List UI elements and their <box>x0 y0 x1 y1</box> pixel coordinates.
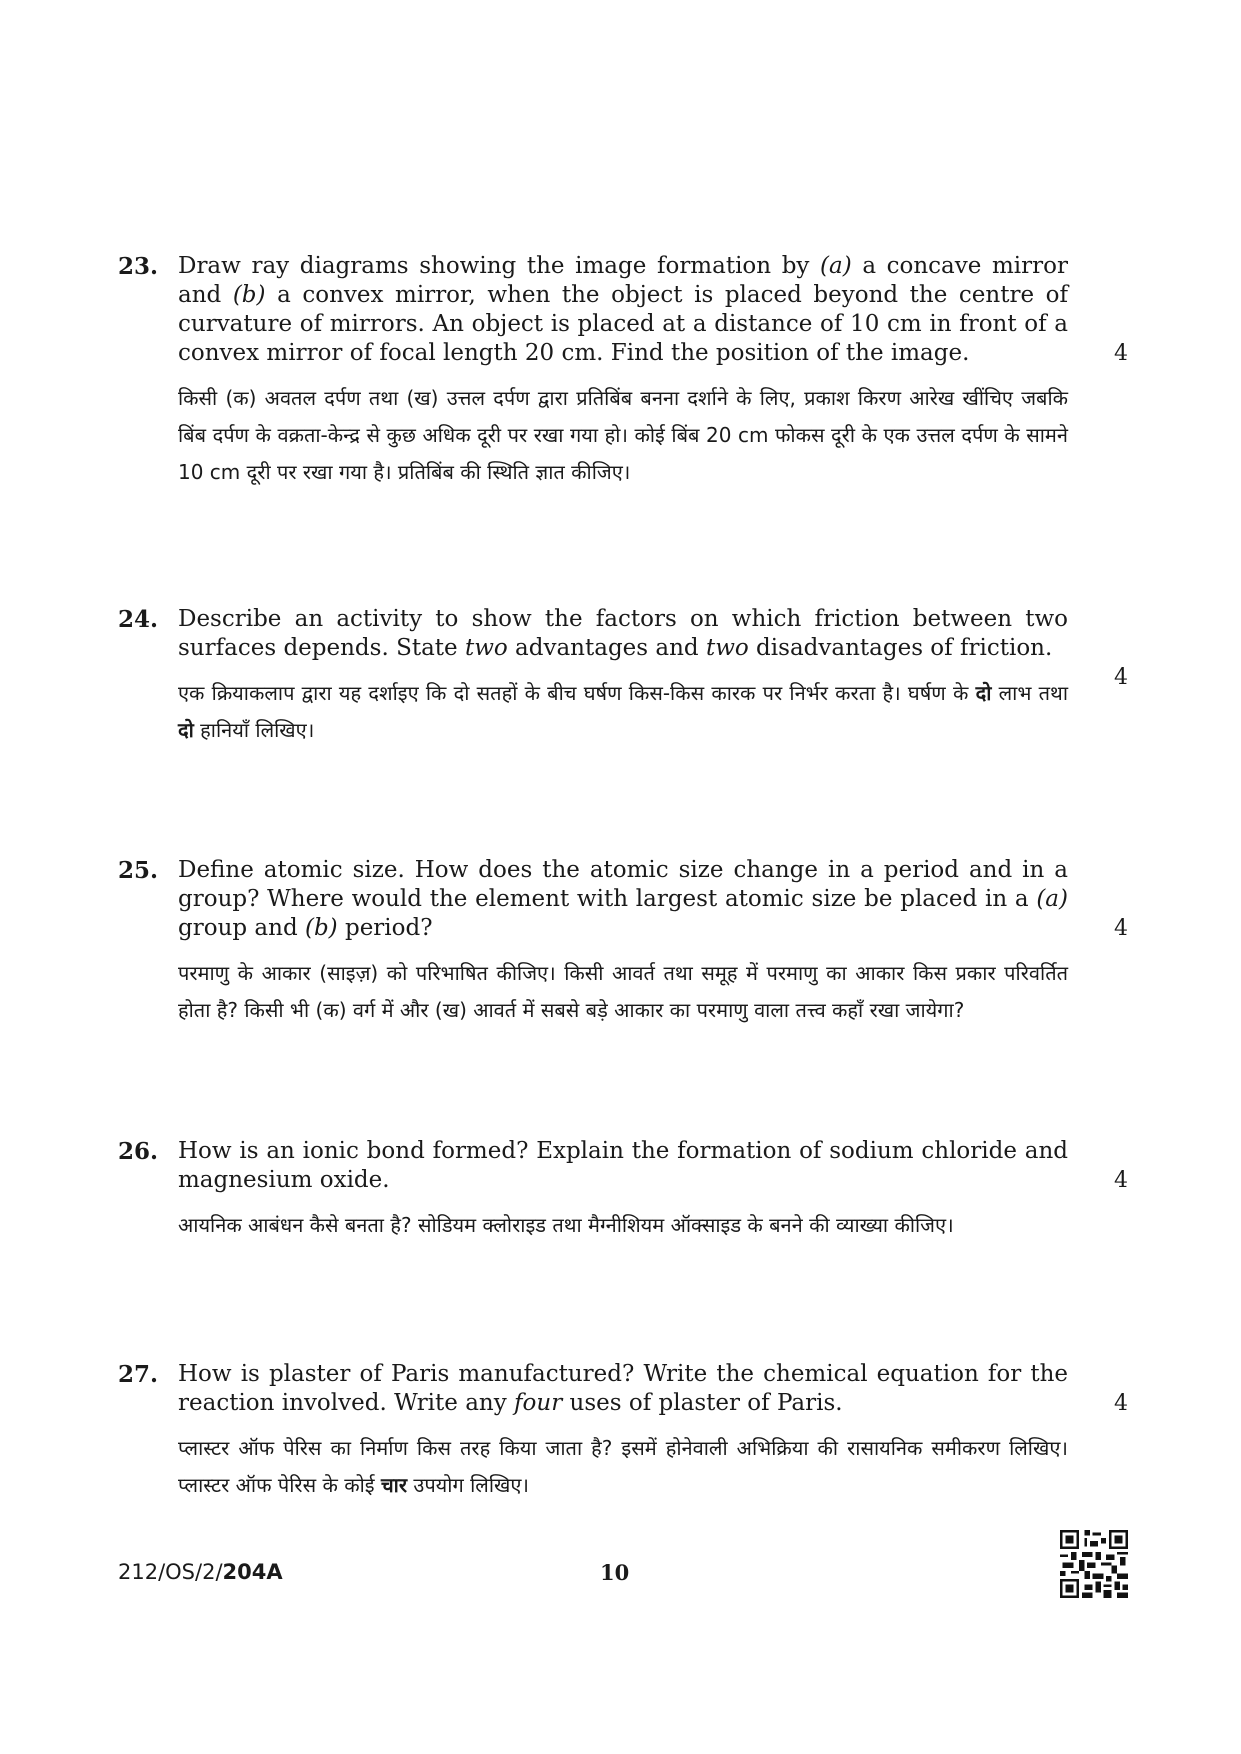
question-27 <box>118 1360 1128 1504</box>
question-text-english: Describe an activity to show the factors on which friction between two surfaces depends. State two advantages and two disadvantages of friction. <box>178 606 1068 661</box>
question-text-hindi: प्लास्टर ऑफ पेरिस का निर्माण किस तरह किया जाता है? इसमें होनेवाली अभिक्रिया की रासायनिक समीकरण लिखिए। प्लास्टर ऑफ पेरिस के कोई चार उपयोग लिखिए। <box>178 1436 1068 1497</box>
marks: 4 <box>1114 665 1128 690</box>
question-text-english: How is an ionic bond formed? Explain the formation of sodium chloride and magnesium oxide. <box>178 1138 1068 1193</box>
marks: 4 <box>1114 1168 1128 1193</box>
question-number: 24. <box>118 606 159 633</box>
question-text-english: How is plaster of Paris manufactured? Write the chemical equation for the reaction involved. Write any four uses of plaster of Paris. <box>178 1361 1068 1416</box>
page-number: 10 <box>600 1560 630 1585</box>
paper-code: 212/OS/2/204A <box>118 1560 283 1584</box>
question-text-english: Define atomic size. How does the atomic size change in a period and in a group? Where would the element with largest atomic size be placed in a (a) group and (b) period? <box>178 857 1068 941</box>
question-25 <box>118 856 1128 1029</box>
marks: 4 <box>1114 916 1128 941</box>
question-text-hindi: किसी (क) अवतल दर्पण तथा (ख) उत्तल दर्पण द्वारा प्रतिबिंब बनना दर्शाने के लिए, प्रकाश किरण आरेख खींचिए जबकि बिंब दर्पण के वक्रता-केन्द्र से कुछ अधिक दूरी पर रखा गया हो। कोई बिंब 20 cm फोकस दूरी के एक उत्तल दर्पण के सामने 10 cm दूरी पर रखा गया है। प्रतिबिंब की स्थिति ज्ञात कीजिए। <box>178 386 1068 484</box>
qr-code-icon <box>1060 1530 1128 1598</box>
marks: 4 <box>1114 1391 1128 1416</box>
question-24 <box>118 605 1128 749</box>
question-26 <box>118 1137 1128 1244</box>
question-text-hindi: आयनिक आबंधन कैसे बनता है? सोडियम क्लोराइड तथा मैग्नीशियम ऑक्साइड के बनने की व्याख्या कीजिए। <box>178 1213 954 1237</box>
question-text-english: Draw ray diagrams showing the image formation by (a) a concave mirror and (b) a convex mirror, when the object is placed beyond the centre of curvature of mirrors. An object is placed at a distance of 10 cm in front of a convex mirror of focal length 20 cm. Find the position of the image. <box>178 253 1069 366</box>
question-text-hindi: परमाणु के आकार (साइज़) को परिभाषित कीजिए। किसी आवर्त तथा समूह में परमाणु का आकार किस प्रकार परिवर्तित होता है? किसी भी (क) वर्ग में और (ख) आवर्त में सबसे बड़े आकार का परमाणु वाला तत्त्व कहाँ रखा जायेगा? <box>178 961 1068 1022</box>
question-text-hindi: एक क्रियाकलाप द्वारा यह दर्शाइए कि दो सतहों के बीच घर्षण किस-किस कारक पर निर्भर करता है। घर्षण के दो लाभ तथा दो हानियाँ लिखिए। <box>178 681 1069 742</box>
question-23 <box>118 252 1128 491</box>
question-number: 26. <box>118 1138 159 1165</box>
marks: 4 <box>1114 341 1128 366</box>
question-number: 27. <box>118 1361 159 1388</box>
question-number: 23. <box>118 253 159 280</box>
question-number: 25. <box>118 857 159 884</box>
